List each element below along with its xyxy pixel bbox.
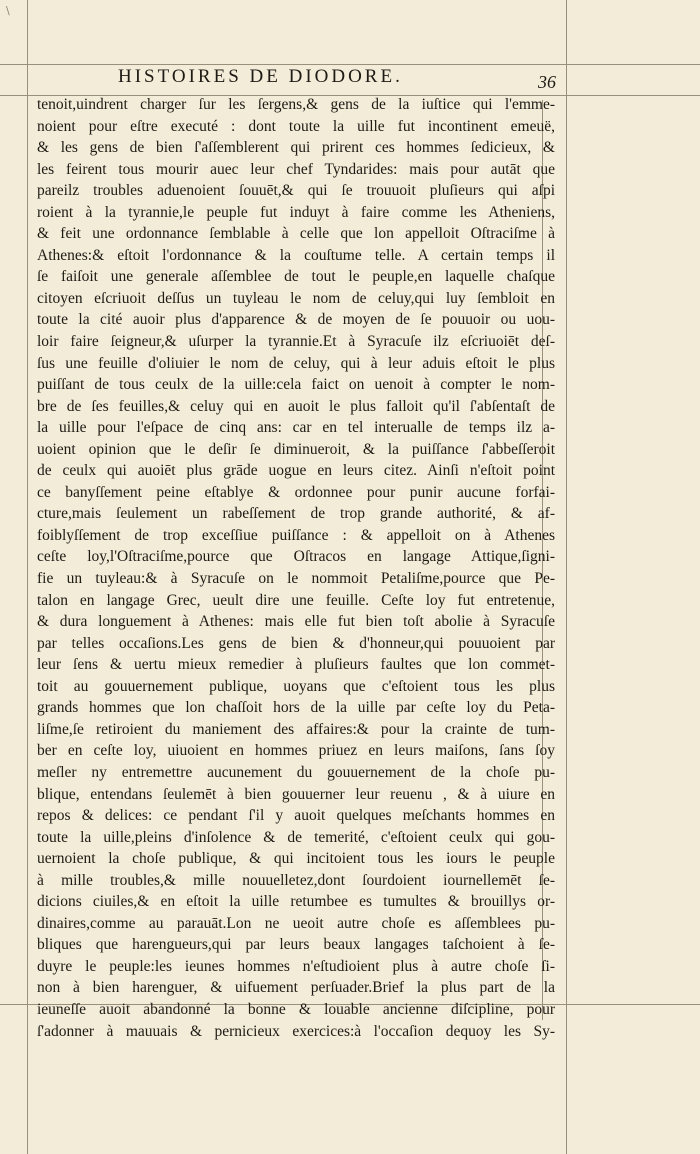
text-line: citoyen eſcriuoit deſſus un tuyleau le nom de celuy,qui luy ſembloit en: [37, 289, 555, 307]
frame-rule-top: [0, 64, 700, 65]
text-line: par telles occaſions.Les gens de bien & d'honneur,qui pouuoient par: [37, 634, 555, 652]
text-line: à mille troubles,& mille nouuelletez,dont ſourdoient iournellemēt ſe-: [37, 871, 555, 889]
text-line: bre de ſes feuilles,& celuy qui en auoit le plus falloit qu'il ſ'abſentaſt de: [37, 397, 555, 415]
text-line: Athenes:& eſtoit l'ordonnance & la couſtume telle. A certain temps il: [37, 246, 555, 264]
text-line: tenoit,uindrent charger ſur les ſergens,& gens de la iuſtice qui l'emme-: [37, 96, 555, 113]
text-line: blique, entendans ſeulemēt à bien gouuerner leur reuenu , & à uiure en: [37, 785, 555, 803]
text-line: dinaires,comme au parauāt.Lon ne ueoit autre choſe es aſſemblees pu-: [37, 914, 555, 932]
text-line: puiſſant de tous ceulx de la uille:cela faict on uenoit à compter le nom-: [37, 376, 555, 394]
text-line: ce banyſſement peine eſtablye & ordonnee pour punir aucune forfai-: [37, 483, 555, 501]
text-line: ber en ceſte loy, uiuoient en hommes priuez en leurs maiſons, ſans ſoy: [37, 742, 555, 760]
text-line: la uille pour l'eſpace de cinq ans: car en tel interualle de temps ilz a-: [37, 419, 555, 437]
text-line: repos & delices: ce pendant ſ'il y auoit quelques meſchants hommes en: [37, 807, 555, 825]
text-line: pareilz troubles aduenoient ſouuēt,& qui ſe trouuoit pluſieurs qui aſpi: [37, 182, 555, 200]
text-line: ceſte loy,l'Oſtraciſme,pource que Oſtracos en langage Attique,ſigni-: [37, 548, 555, 566]
folio-number: 36: [538, 72, 556, 92]
text-line: liſme,ſe retiroient du maniement des affaires:& pour la crainte de tum-: [37, 720, 555, 738]
corner-mark: \: [6, 4, 10, 17]
text-line: & dura longuement à Athenes: mais elle fut bien toſt abolie à Syracuſe: [37, 613, 555, 631]
text-line: uoient opinion que le deſir ſe diminueroit, & la puiſſance ſ'abbeſſeroit: [37, 440, 555, 458]
text-line: dicions ciuiles,& en eſtoit la uille retumbee es tumultes & brouillys or-: [37, 893, 555, 911]
text-line: meſler ny entremettre aucunement du gouuernement de la choſe pu-: [37, 763, 555, 781]
text-line: grands hommes que lon chaſſoit hors de la uille par ceſte loy du Peta-: [37, 699, 555, 717]
text-line: de ceulx qui auoiēt plus grāde uogue en leurs citez. Ainſi n'eſtoit point: [37, 462, 555, 480]
text-line: fie un tuyleau:& à Syracuſe on le nommoit Petaliſme,pource que Pe-: [37, 570, 555, 588]
text-line: roient à la tyrannie,le peuple fut induyt à faire comme les Atheniens,: [37, 203, 555, 221]
text-line: ſus une feuille d'oliuier le nom de celuy, qui à leur aduis eſtoit le plus: [37, 354, 555, 372]
running-head: HISTOIRES DE DIODORE.: [118, 66, 403, 87]
text-line: ſ'adonner à mauuais & pernicieux exercices:à l'occaſion dequoy les Sy-: [37, 1022, 555, 1040]
text-line: cture,mais ſeulement un rabeſſement de trop grande authorité, & af-: [37, 505, 555, 523]
text-line: uernoient la choſe publique, & qui incitoient tous les iours le peuple: [37, 850, 555, 868]
text-line: toit au gouuernement publique, uoyans que c'eſtoient tous les plus: [37, 677, 555, 695]
frame-rule-right-outer: [566, 0, 567, 1154]
text-line: toute la uille,pleins d'inſolence & de temerité, c'eſtoient ceulx qui gou-: [37, 828, 555, 846]
text-line: noient pour eſtre executé : dont toute la uille fut incontinent emeuë,: [37, 117, 555, 135]
text-line: talon en langage Grec, ueult dire une feuille. Ceſte loy fut entretenue,: [37, 591, 555, 609]
text-line: foiblyſſement de trop exceſſiue puiſſance : & appelloit on à Athenes: [37, 526, 555, 544]
text-line: & les gens de bien ſ'aſſemblerent qui prirent ces hommes ſedicieux, &: [37, 139, 555, 157]
text-line: duyre le peuple:les ieunes hommes n'eſtudioient plus à autre choſe ſi-: [37, 957, 555, 975]
text-line: toute la cité auoir plus d'apparence & de moyen de ſe pouuoir ou uou-: [37, 311, 555, 329]
text-line: loir faire ſeigneur,& uſurper la tyrannie.Et à Syracuſe ilz eſcriuoiēt deſ-: [37, 333, 555, 351]
frame-rule-left: [27, 0, 28, 1154]
text-line: & feit une ordonnance ſemblable à celle que lon appelloit Oſtraciſme à: [37, 225, 555, 243]
body-text: [37, 94, 555, 1042]
text-line: bliques que harengueurs,qui par leurs beaux langages taſchoient à ſe-: [37, 936, 555, 954]
text-line: leur ſens & uertu mieux remedier à pluſieurs faultes que lon commet-: [37, 656, 555, 674]
text-line: ieuneſſe auoit abandonné la bonne & louable ancienne diſcipline, pour: [37, 1000, 555, 1018]
text-line: les feirent tous mourir auec leur chef Tyndarides: mais pour autāt que: [37, 160, 555, 178]
text-line: ſe faiſoit une generale aſſemblee de tout le peuple,en laquelle chaſque: [37, 268, 555, 286]
text-line: non à bien harenguer, & uifuement perſuader.Brief la plus part de la: [37, 979, 555, 997]
